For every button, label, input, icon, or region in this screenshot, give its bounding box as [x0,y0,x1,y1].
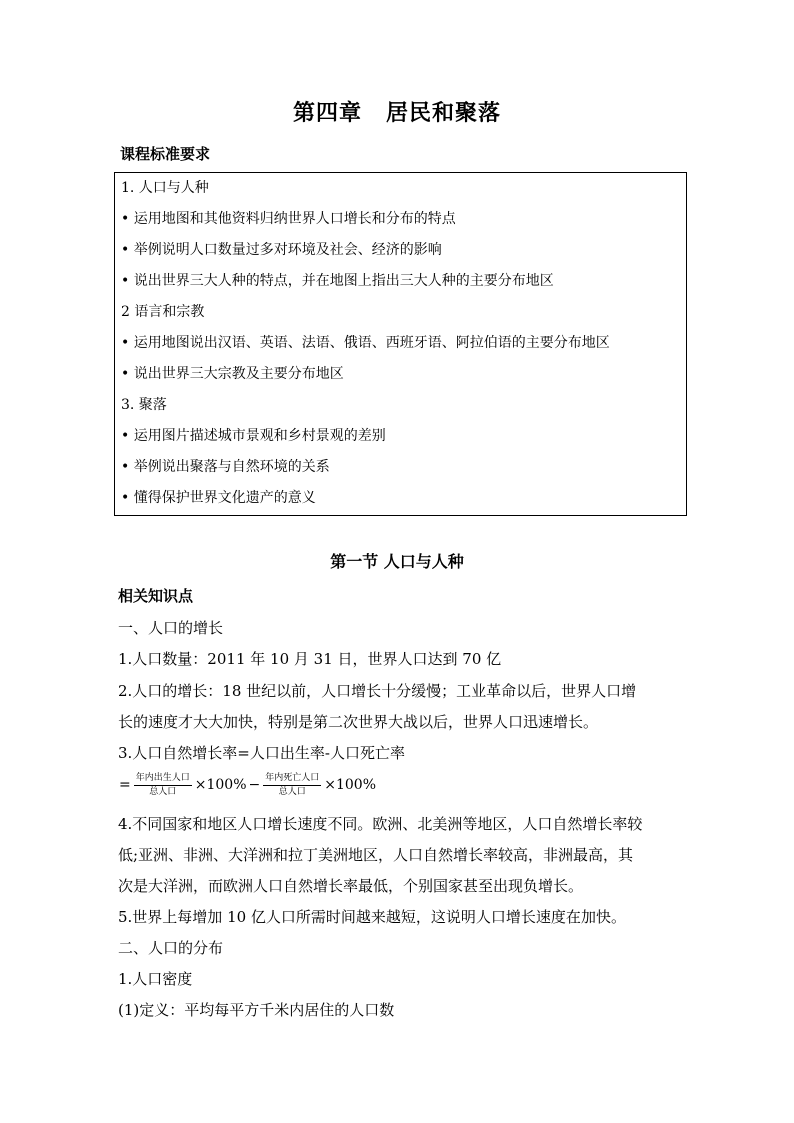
standards-line: 1. 人口与人种 [121,180,209,196]
body-line: 低;亚洲、非洲、大洋洲和拉丁美洲地区，人口自然增长率较高，非洲最高，其 [118,846,634,864]
standards-box [114,172,687,516]
death-fraction [263,773,321,798]
standards-line: 2 语言和宗教 [121,304,205,320]
standards-line: • 说出世界三大人种的特点，并在地图上指出三大人种的主要分布地区 [121,273,554,289]
standards-line: • 运用图片描述城市景观和乡村景观的差别 [121,428,386,444]
body-line: 1.人口数量：2011 年 10 月 31 日，世界人口达到 70 亿 [118,650,502,668]
chapter-number: 第四章 [292,100,362,126]
body-line: 1.人口密度 [118,970,193,988]
section-title: 第一节 人口与人种 [330,552,464,571]
body-line: 3.人口自然增长率=人口出生率-人口死亡率 [118,744,405,762]
fraction-denominator: 总人口 [149,786,177,797]
chapter-title [0,96,794,127]
standards-line: • 运用地图说出汉语、英语、法语、俄语、西班牙语、阿拉伯语的主要分布地区 [121,335,610,351]
standards-line: • 懂得保护世界文化遗产的意义 [121,490,316,506]
standards-line: • 举例说出聚落与自然环境的关系 [121,459,330,475]
standards-line: • 运用地图和其他资料归纳世界人口增长和分布的特点 [121,211,456,227]
standards-line: • 说出世界三大宗教及主要分布地区 [121,366,344,382]
formula-percent: ×100% [194,777,247,793]
fraction-numerator: 年内出生人口 [134,773,192,786]
body-line: 2.人口的增长：18 世纪以前，人口增长十分缓慢；工业革命以后，世界人口增 [118,682,637,700]
standards-line: • 举例说明人口数量过多对环境及社会、经济的影响 [121,242,442,258]
body-line: 4.不同国家和地区人口增长速度不同。欧洲、北美洲等地区，人口自然增长率较 [118,815,643,833]
standards-heading: 课程标准要求 [120,145,211,163]
birth-fraction [134,773,192,798]
growth-rate-formula [118,768,377,802]
body-line: 5.世界上每增加 10 亿人口所需时间越来越短，这说明人口增长速度在加快。 [118,908,626,926]
formula-percent: ×100% [324,777,377,793]
fraction-denominator: 总人口 [278,786,306,797]
fraction-numerator: 年内死亡人口 [263,773,321,786]
body-line: 一、人口的增长 [118,619,224,637]
body-line: 长的速度才大大加快，特别是第二次世界大战以后，世界人口迅速增长。 [118,713,599,731]
standards-line: 3. 聚落 [121,397,167,413]
body-line: 二、人口的分布 [118,939,224,957]
body-line: 次是大洋洲，而欧洲人口自然增长率最低，个别国家甚至出现负增长。 [118,877,584,895]
formula-minus: − [248,777,261,793]
knowledge-heading: 相关知识点 [118,587,194,605]
body-line: (1)定义：平均每平方千米内居住的人口数 [118,1001,395,1019]
chapter-name: 居民和聚落 [386,100,502,126]
formula-equals: = [119,777,131,793]
